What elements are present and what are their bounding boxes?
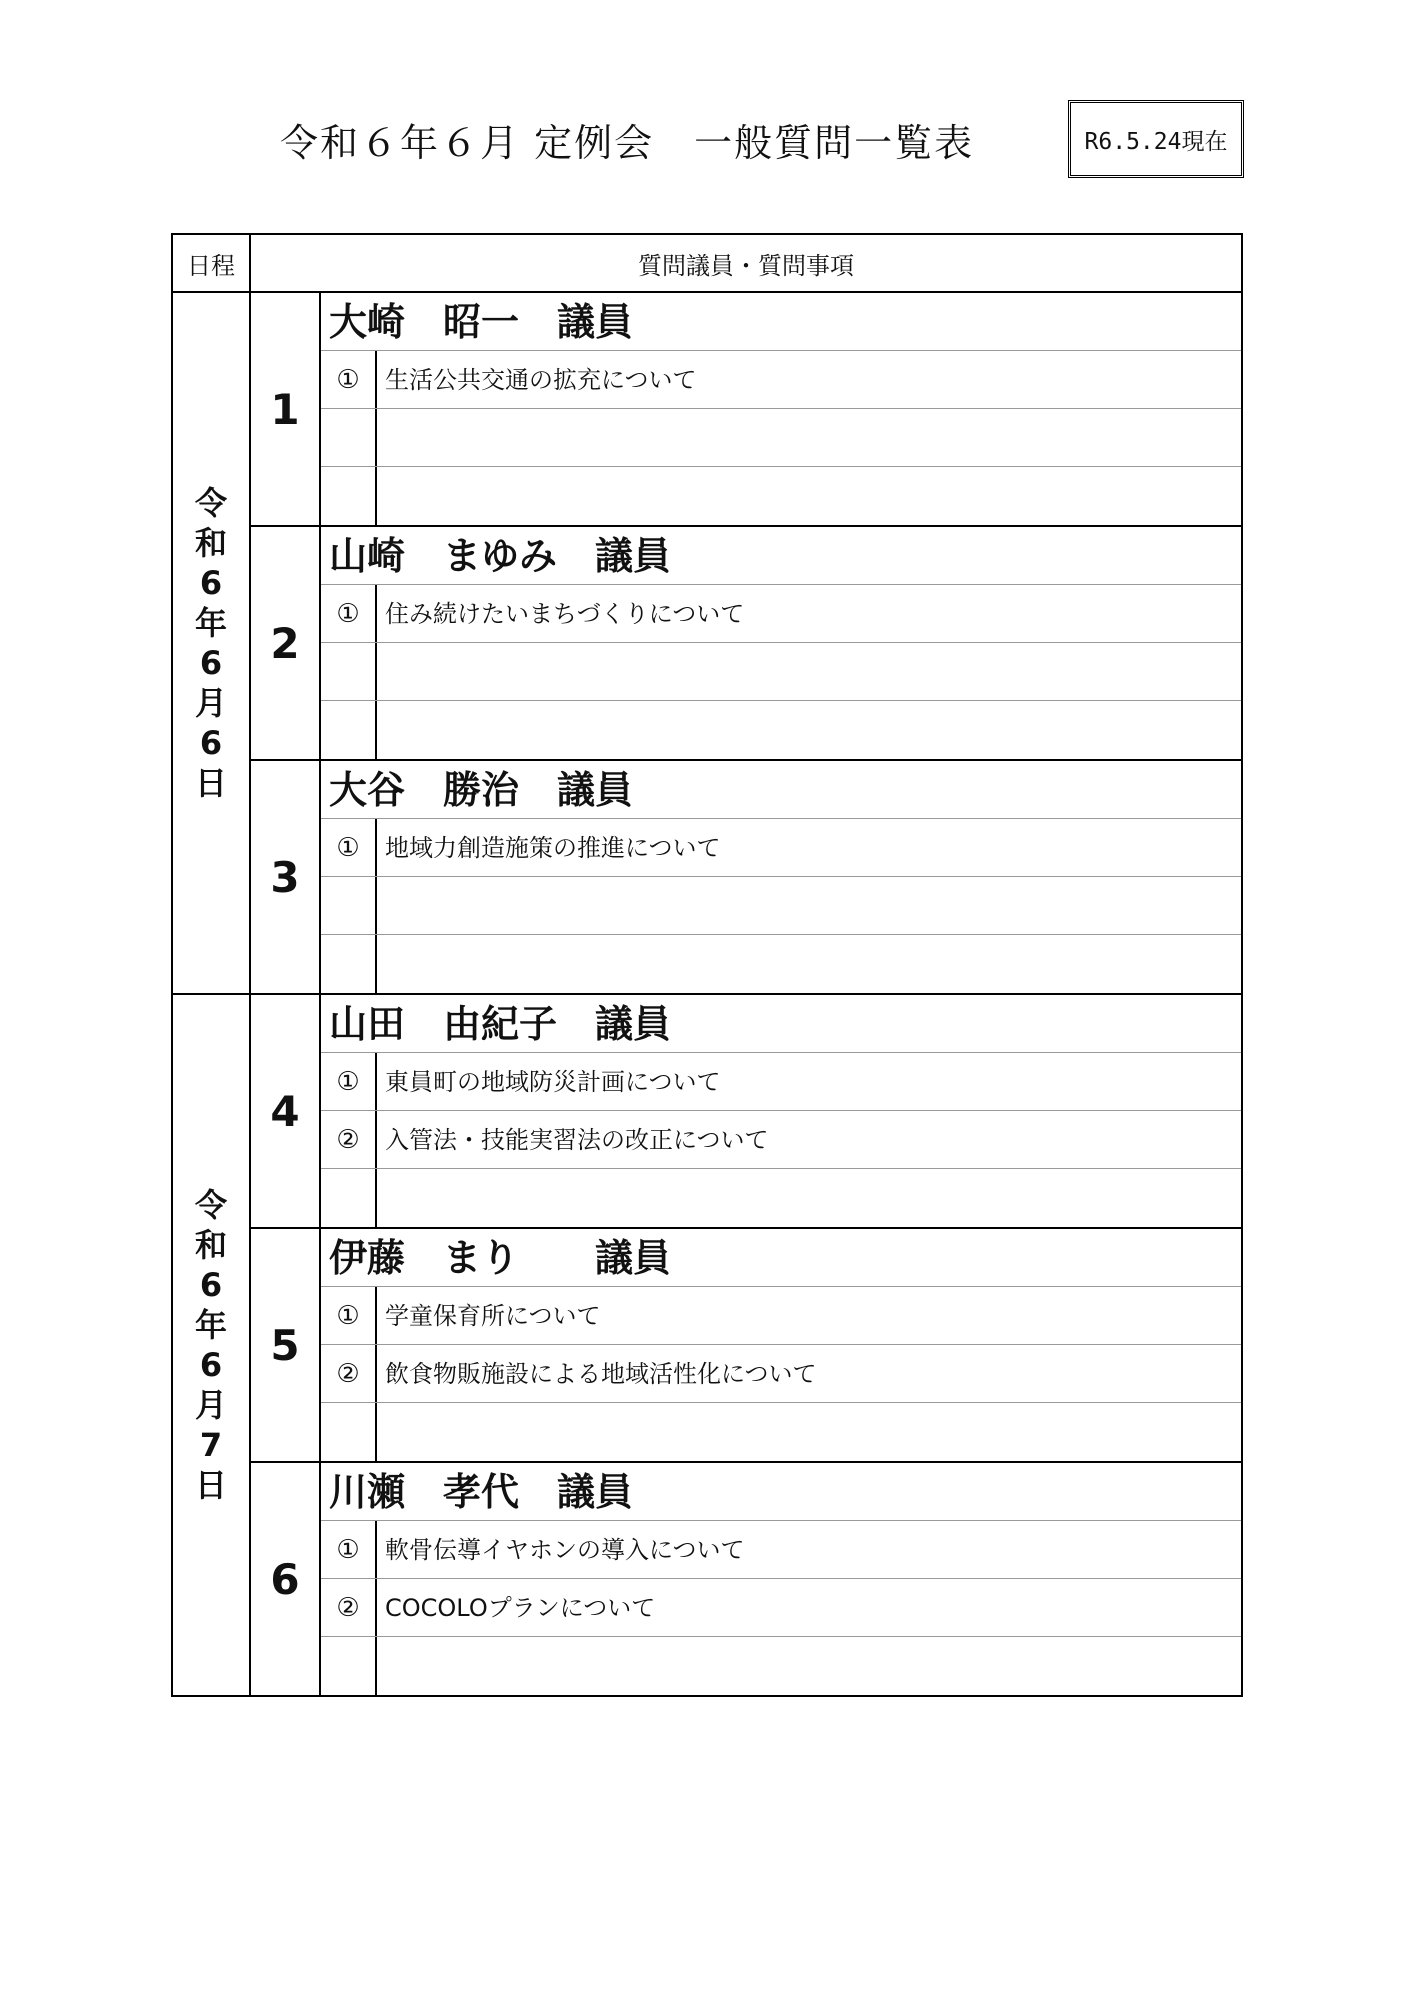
question-item <box>321 935 1241 993</box>
question-item <box>321 643 1241 701</box>
date-char: 6 <box>199 1266 223 1304</box>
member-name: 大谷 勝治 議員 <box>321 761 1241 819</box>
question-topic: COCOLOプランについて <box>385 1594 656 1622</box>
item-number: ① <box>321 1053 377 1110</box>
question-topic <box>377 877 385 934</box>
entry-number: 3 <box>250 760 320 994</box>
question-topic: 地域力創造施策の推進について <box>385 834 721 862</box>
question-item <box>321 701 1241 759</box>
member-name: 山崎 まゆみ 議員 <box>321 527 1241 585</box>
question-item <box>321 351 1241 409</box>
item-number: ① <box>321 1287 377 1344</box>
question-topic <box>377 643 385 700</box>
entry-number: 6 <box>250 1462 320 1696</box>
date-char: 年 <box>194 604 227 642</box>
header-row <box>172 234 1242 292</box>
item-number <box>321 877 377 934</box>
question-item <box>321 1287 1241 1345</box>
session-date <box>172 292 250 994</box>
question-topic <box>377 701 385 759</box>
question-topic: 東員町の地域防災計画について <box>385 1068 721 1096</box>
question-item <box>321 1403 1241 1461</box>
question-item <box>321 467 1241 525</box>
item-number <box>321 1637 377 1695</box>
entry-details <box>320 526 1242 760</box>
question-item <box>321 1637 1241 1695</box>
item-number <box>321 1169 377 1227</box>
item-number <box>321 409 377 466</box>
item-number <box>321 1403 377 1461</box>
question-topic <box>377 409 385 466</box>
entry-details <box>320 292 1242 526</box>
entry-row <box>172 1462 1242 1696</box>
entry-row <box>172 994 1242 1228</box>
date-char: 年 <box>194 1306 227 1344</box>
date-char: 6 <box>199 564 223 602</box>
entry-row <box>172 1228 1242 1462</box>
question-item <box>321 1053 1241 1111</box>
entry-row <box>172 760 1242 994</box>
question-topic: 飲食物販施設による地域活性化について <box>385 1360 817 1388</box>
entry-details <box>320 1462 1242 1696</box>
question-topic <box>377 1403 385 1461</box>
item-number: ① <box>321 1521 377 1578</box>
member-name: 伊藤 まり 議員 <box>321 1229 1241 1287</box>
question-item <box>321 819 1241 877</box>
question-topic: 学童保育所について <box>385 1302 601 1330</box>
date-char: 令 <box>194 1186 227 1224</box>
question-topic: 生活公共交通の拡充について <box>385 366 697 394</box>
question-item <box>321 877 1241 935</box>
entry-details <box>320 760 1242 994</box>
item-number <box>321 935 377 993</box>
entry-row <box>172 526 1242 760</box>
header-members-topics: 質問議員・質問事項 <box>250 234 1242 292</box>
entry-number: 2 <box>250 526 320 760</box>
date-char: 7 <box>199 1426 223 1464</box>
date-char: 月 <box>194 1386 227 1424</box>
question-item <box>321 1111 1241 1169</box>
question-topic <box>377 1637 385 1695</box>
question-topic <box>377 1169 385 1227</box>
session-date <box>172 994 250 1696</box>
entry-details <box>320 1228 1242 1462</box>
as-of-date-box: R6.5.24現在 <box>1068 100 1244 178</box>
question-topic <box>377 467 385 525</box>
entry-number: 1 <box>250 292 320 526</box>
member-name: 川瀬 孝代 議員 <box>321 1463 1241 1521</box>
item-number: ② <box>321 1579 377 1636</box>
date-char: 日 <box>194 1466 227 1504</box>
member-name: 大崎 昭一 議員 <box>321 293 1241 351</box>
entry-number: 4 <box>250 994 320 1228</box>
item-number: ① <box>321 585 377 642</box>
date-char: 6 <box>199 644 223 682</box>
item-number <box>321 701 377 759</box>
question-topic <box>377 935 385 993</box>
date-char: 和 <box>194 524 227 562</box>
item-number <box>321 467 377 525</box>
question-topic: 住み続けたいまちづくりについて <box>385 600 745 628</box>
question-item <box>321 409 1241 467</box>
item-number <box>321 643 377 700</box>
item-number: ② <box>321 1345 377 1402</box>
entry-details <box>320 994 1242 1228</box>
question-topic: 軟骨伝導イヤホンの導入について <box>385 1536 745 1564</box>
item-number: ② <box>321 1111 377 1168</box>
date-char: 令 <box>194 484 227 522</box>
question-item <box>321 585 1241 643</box>
member-name: 山田 由紀子 議員 <box>321 995 1241 1053</box>
question-schedule-table <box>171 233 1243 1697</box>
date-char: 6 <box>199 1346 223 1384</box>
question-item <box>321 1579 1241 1637</box>
date-char: 日 <box>194 764 227 802</box>
page-title: 令和６年６月 定例会 一般質問一覧表 <box>280 121 975 165</box>
entry-number: 5 <box>250 1228 320 1462</box>
question-item <box>321 1521 1241 1579</box>
header-schedule: 日程 <box>172 234 250 292</box>
date-char: 和 <box>194 1226 227 1264</box>
question-item <box>321 1169 1241 1227</box>
item-number: ① <box>321 819 377 876</box>
item-number: ① <box>321 351 377 408</box>
date-char: 6 <box>199 724 223 762</box>
date-char: 月 <box>194 684 227 722</box>
entry-row <box>172 292 1242 526</box>
question-topic: 入管法・技能実習法の改正について <box>385 1126 769 1154</box>
question-item <box>321 1345 1241 1403</box>
